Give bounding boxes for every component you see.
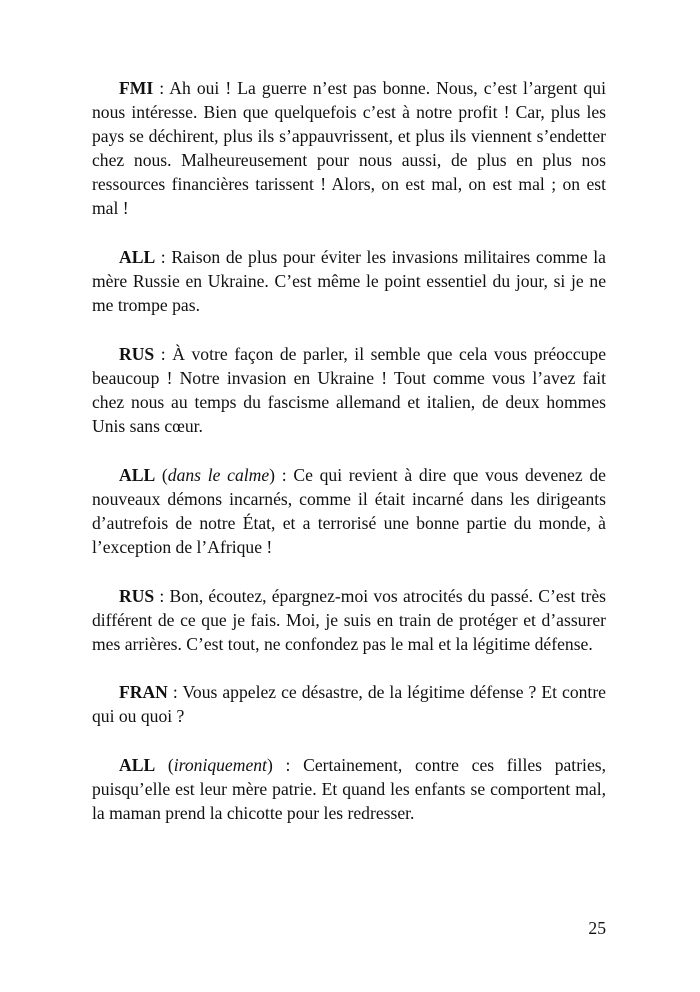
stage-direction: ironiquement xyxy=(173,755,267,776)
dialogue-paragraph: ALL (ironiquement) : Certainement, contre ces filles patries, puisqu’elle est leur mère patrie. Et quand les enfants se comportent mal, la maman prend la chicotte pour les redresser. xyxy=(92,755,606,824)
dialogue-paragraph: ALL (dans le calme) : Ce qui revient à dire que vous devenez de nouveaux démons incarnés, comme il était incarné dans les dirigeants d’autrefois de notre État, et a terrorisé une bonne partie du monde, à l’exception de l’Afrique ! xyxy=(92,464,606,557)
dialogue-text: : Vous appelez ce désastre, de la légitime défense ? Et contre qui ou quoi ? xyxy=(92,682,606,727)
dialogue-paragraph xyxy=(92,342,606,438)
dialogue-text: : Ce qui revient à dire que vous devenez de nouveaux démons incarnés, comme il était incarné dans les dirigeants d’autrefois de notre État, et a terrorisé une bonne partie du monde, à l’exception de l’Afrique ! xyxy=(92,464,606,557)
speaker-name: ALL xyxy=(119,247,156,268)
speaker-name: FRAN xyxy=(119,682,168,703)
speaker-name: RUS xyxy=(119,585,155,606)
dialogue-text: : Raison de plus pour éviter les invasions militaires comme la mère Russie en Ukraine. C’est même le point essentiel du jour, si je ne me trompe pas. xyxy=(92,247,606,316)
dialogue-text: : À votre façon de parler, il semble que cela vous préoccupe beaucoup ! Notre invasion en Ukraine ! Tout comme vous l’avez fait chez nous au temps du fascisme allemand et italien, de deux hommes Unis sans cœur. xyxy=(92,343,606,437)
dialogue-paragraph xyxy=(92,680,606,728)
stage-direction: dans le calme xyxy=(167,464,270,485)
dialogue-text: : Bon, écoutez, épargnez-moi vos atrocités du passé. C’est très différent de ce que je fais. Moi, je suis en train de protéger et d’assurer mes arrières. C’est tout, ne confondez pas le mal et la légitime défense. xyxy=(92,585,606,654)
dialogue-paragraph xyxy=(92,76,606,221)
dialogue-text: : Ah oui ! La guerre n’est pas bonne. Nous, c’est l’argent qui nous intéresse. Bien que quelquefois c’est à notre profit ! Car, plus les pays se déchirent, plus ils s’appauvrissent, et plus ils viennent s’endetter chez nous. Malheureusement pour nous aussi, de plus en plus nos ressources financières tarissent ! Alors, on est mal, on est mal ; on est mal ! xyxy=(92,78,606,219)
page-number: 25 xyxy=(588,918,606,938)
speaker-name: FMI xyxy=(119,78,154,98)
dialogue-paragraph xyxy=(92,584,606,656)
dialogue-text: : Certainement, contre ces filles patries, puisqu’elle est leur mère patrie. Et quand les enfants se comportent mal, la maman prend la chicotte pour les redresser. xyxy=(92,755,606,824)
speaker-name: ALL xyxy=(119,464,156,485)
dialogue-paragraph xyxy=(92,245,606,317)
page-body xyxy=(92,76,606,850)
speaker-name: ALL xyxy=(119,755,156,776)
speaker-name: RUS xyxy=(119,343,155,364)
